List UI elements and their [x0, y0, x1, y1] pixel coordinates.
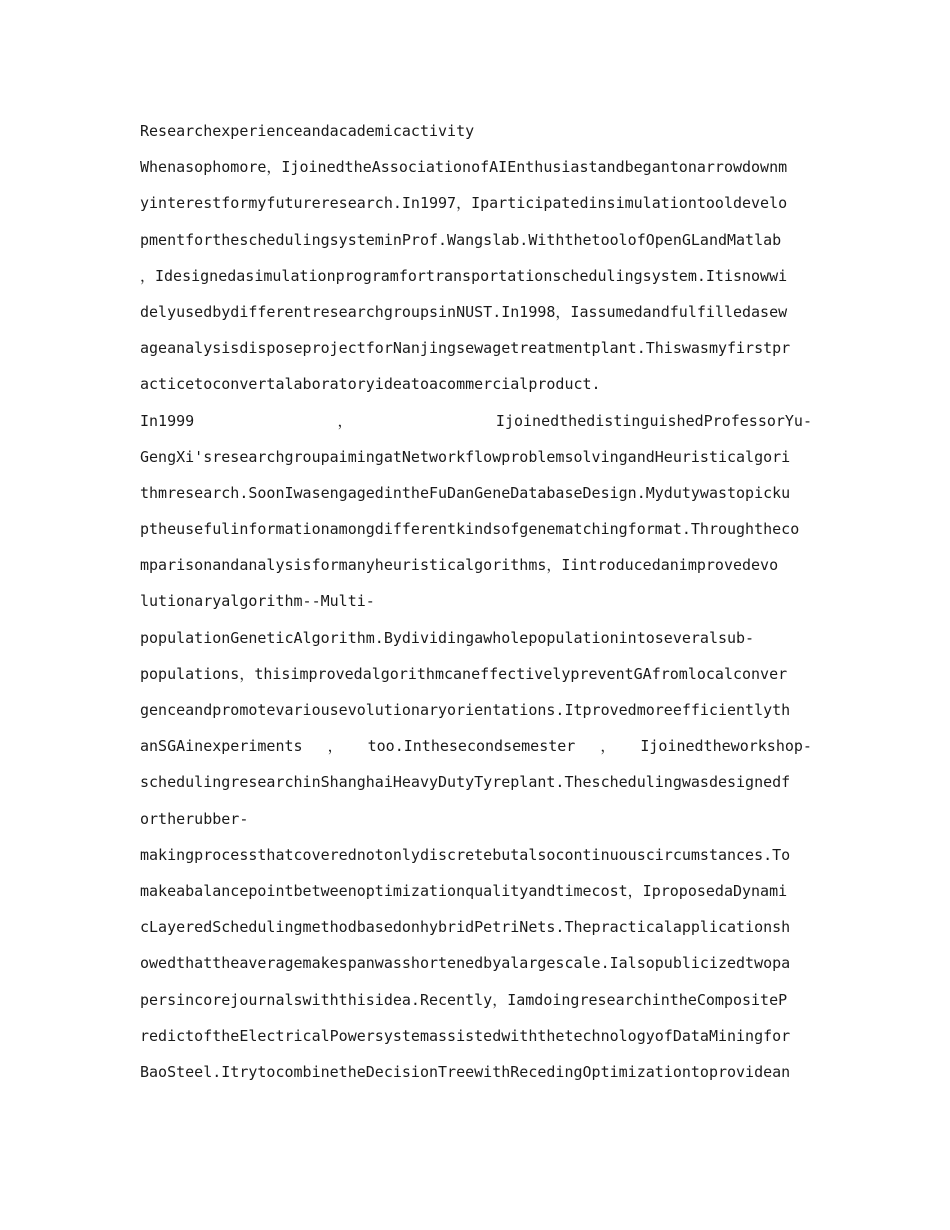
- paragraph-line: persincorejournalswiththisidea.Recently，IamdoingresearchintheCompositeP: [140, 990, 788, 1009]
- paragraph-line: ，Idesignedasimulationprogramfortransportationschedulingsystem.Itisnowwi: [140, 266, 788, 285]
- text-segment: ，: [337, 411, 353, 430]
- paragraph-line: yinterestformyfutureresearch.In1997，Iparticipatedinsimulationtooldevelo: [140, 194, 788, 213]
- paragraph-line: ortherubber-: [140, 809, 249, 828]
- paragraph-line: populations，thisimprovedalgorithmcaneffectivelypreventGAfromlocalconver: [140, 664, 788, 683]
- paragraph-line: genceandpromotevariousevolutionaryorientations.Itprovedmoreefficientlyth: [140, 701, 791, 719]
- paragraph-line: redictoftheElectricalPowersystemassistedwiththetechnologyofDataMiningfor: [140, 1026, 791, 1045]
- text-segment: anSGAinexperiments: [140, 737, 303, 756]
- paragraph-line: Whenasophomore，IjoinedtheAssociationofAIEnthusiastandbegantonarrowdownm: [140, 158, 788, 177]
- text-segment: IjoinedthedistinguishedProfessorYu-: [495, 411, 812, 430]
- paragraph-line: delyusedbydifferentresearchgroupsinNUST.In1998，Iassumedandfulfilledasew: [140, 302, 788, 321]
- paragraph-line: mparisonandanalysisformanyheuristicalgorithms，Iintroducedanimprovedevo: [140, 556, 779, 575]
- paragraph-line: acticetoconvertalaboratoryideatoacommercialproduct.: [140, 375, 601, 394]
- paragraph-line: schedulingresearchinShanghaiHeavyDutyTyreplant.Theschedulingwasdesignedf: [140, 773, 791, 792]
- section-heading: Researchexperienceandacademicactivity: [140, 122, 475, 140]
- paragraph-line: populationGeneticAlgorithm.Bydividingawholepopulationintoseveralsub-: [140, 628, 755, 647]
- text-segment: In1999: [140, 411, 195, 430]
- paragraph-line: cLayeredSchedulingmethodbasedonhybridPetriNets.Thepracticalapplicationsh: [140, 918, 791, 937]
- paragraph-line: makingprocessthatcoverednotonlydiscretebutalsocontinuouscircumstances.To: [140, 845, 791, 864]
- paragraph-line: [140, 409, 812, 445]
- text-segment: ，: [600, 737, 616, 756]
- paragraph-line: owedthattheaveragemakespanwasshortenedbyalargescale.Ialsopublicizedtwopa: [140, 954, 791, 973]
- paragraph-line: thmresearch.SoonIwasengagedintheFuDanGeneDatabaseDesign.Mydutywastopicku: [140, 483, 791, 502]
- paragraph-line: ptheusefulinformationamongdifferentkindsofgenematchingformat.Throughtheco: [140, 520, 800, 539]
- paragraph-line: GengXi'sresearchgroupaimingatNetworkflowproblemsolvingandHeuristicalgori: [140, 447, 791, 466]
- text-segment: Ijoinedtheworkshop-: [640, 737, 812, 756]
- text-segment: ，: [327, 737, 343, 756]
- document-body: [140, 119, 812, 1096]
- paragraph-line: lutionaryalgorithm--Multi-: [140, 592, 375, 611]
- paragraph-line: makeabalancepointbetweenoptimizationqualityandtimecost，IproposedaDynami: [140, 881, 788, 900]
- paragraph-line: ageanalysisdisposeprojectforNanjingsewagetreatmentplant.Thiswasmyfirstpr: [140, 339, 791, 358]
- paragraph-line: BaoSteel.ItrytocombinetheDecisionTreewithRecedingOptimizationtoprovidean: [140, 1062, 791, 1081]
- text-segment: too.Inthesecondsemester: [367, 737, 576, 756]
- paragraph-line: pmentfortheschedulingsysteminProf.Wangslab.WiththetoolofOpenGLandMatlab: [140, 230, 782, 249]
- paragraph-line: [140, 734, 812, 770]
